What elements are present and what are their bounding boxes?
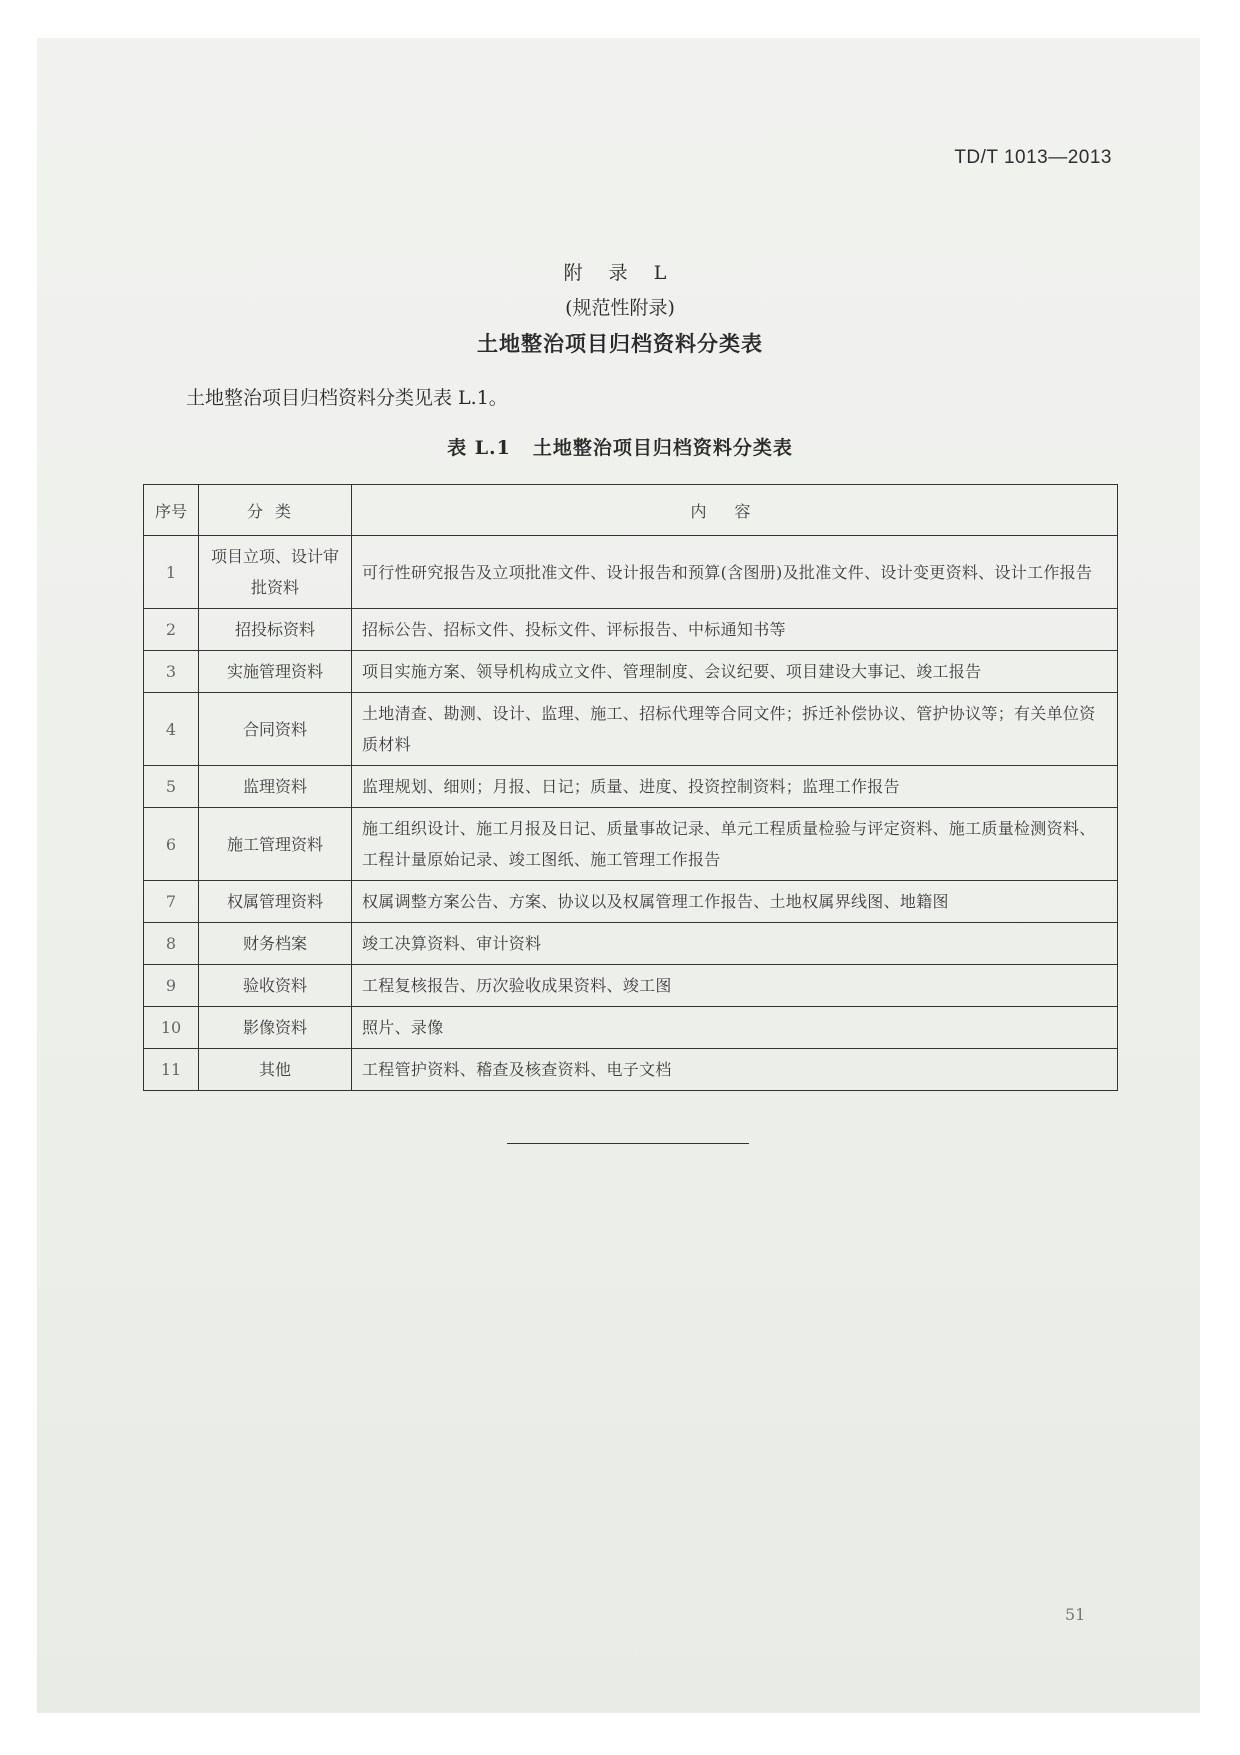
table-row bbox=[144, 1049, 1118, 1091]
row-no: 3 bbox=[144, 651, 199, 693]
appendix-label: 附 录 L bbox=[563, 262, 677, 284]
row-content: 可行性研究报告及立项批准文件、设计报告和预算(含图册)及批准文件、设计变更资料、设计工作报告 bbox=[352, 536, 1118, 609]
row-content: 监理规划、细则；月报、日记；质量、进度、投资控制资料；监理工作报告 bbox=[352, 766, 1118, 808]
row-content: 施工组织设计、施工月报及日记、质量事故记录、单元工程质量检验与评定资料、施工质量检测资料、工程计量原始记录、竣工图纸、施工管理工作报告 bbox=[352, 808, 1118, 881]
page-number: 51 bbox=[1065, 1605, 1086, 1624]
standard-code: TD/T 1013—2013 bbox=[954, 147, 1112, 168]
intro-text: 土地整治项目归档资料分类见表 L.1。 bbox=[186, 387, 508, 409]
row-category: 权属管理资料 bbox=[199, 881, 352, 923]
header-content: 内容 bbox=[352, 485, 1118, 536]
row-no: 1 bbox=[144, 536, 199, 609]
row-category: 合同资料 bbox=[199, 693, 352, 766]
end-rule bbox=[507, 1143, 749, 1144]
row-category: 验收资料 bbox=[199, 965, 352, 1007]
row-content: 工程管护资料、稽查及核查资料、电子文档 bbox=[352, 1049, 1118, 1091]
row-no: 11 bbox=[144, 1049, 199, 1091]
row-no: 9 bbox=[144, 965, 199, 1007]
table-header-row bbox=[144, 485, 1118, 536]
row-no: 10 bbox=[144, 1007, 199, 1049]
table-row bbox=[144, 766, 1118, 808]
row-category: 财务档案 bbox=[199, 923, 352, 965]
row-category: 施工管理资料 bbox=[199, 808, 352, 881]
row-content: 照片、录像 bbox=[352, 1007, 1118, 1049]
row-content: 权属调整方案公告、方案、协议以及权属管理工作报告、土地权属界线图、地籍图 bbox=[352, 881, 1118, 923]
row-no: 8 bbox=[144, 923, 199, 965]
row-no: 4 bbox=[144, 693, 199, 766]
row-category: 其他 bbox=[199, 1049, 352, 1091]
row-content: 工程复核报告、历次验收成果资料、竣工图 bbox=[352, 965, 1118, 1007]
row-no: 7 bbox=[144, 881, 199, 923]
header-no: 序号 bbox=[144, 485, 199, 536]
table-row bbox=[144, 965, 1118, 1007]
row-category: 影像资料 bbox=[199, 1007, 352, 1049]
table-row bbox=[144, 693, 1118, 766]
table-caption bbox=[0, 433, 1240, 460]
appendix-type: (规范性附录) bbox=[565, 297, 675, 319]
table-row bbox=[144, 923, 1118, 965]
row-content: 项目实施方案、领导机构成立文件、管理制度、会议纪要、项目建设大事记、竣工报告 bbox=[352, 651, 1118, 693]
table-row bbox=[144, 651, 1118, 693]
row-no: 5 bbox=[144, 766, 199, 808]
row-no: 2 bbox=[144, 609, 199, 651]
row-content: 招标公告、招标文件、投标文件、评标报告、中标通知书等 bbox=[352, 609, 1118, 651]
row-content: 土地清查、勘测、设计、监理、施工、招标代理等合同文件；拆迁补偿协议、管护协议等；有关单位资质材料 bbox=[352, 693, 1118, 766]
row-category: 招投标资料 bbox=[199, 609, 352, 651]
table-row bbox=[144, 808, 1118, 881]
table-row bbox=[144, 1007, 1118, 1049]
table-row bbox=[144, 536, 1118, 609]
table-caption-title: 土地整治项目归档资料分类表 bbox=[532, 437, 793, 459]
row-category: 实施管理资料 bbox=[199, 651, 352, 693]
table-row bbox=[144, 609, 1118, 651]
classification-table bbox=[143, 484, 1118, 1091]
appendix-title: 土地整治项目归档资料分类表 bbox=[477, 331, 763, 356]
table-row bbox=[144, 881, 1118, 923]
table-caption-number: 表 L.1 bbox=[447, 437, 511, 459]
row-content: 竣工决算资料、审计资料 bbox=[352, 923, 1118, 965]
row-no: 6 bbox=[144, 808, 199, 881]
row-category: 项目立项、设计审批资料 bbox=[199, 536, 352, 609]
header-category: 分类 bbox=[199, 485, 352, 536]
row-category: 监理资料 bbox=[199, 766, 352, 808]
